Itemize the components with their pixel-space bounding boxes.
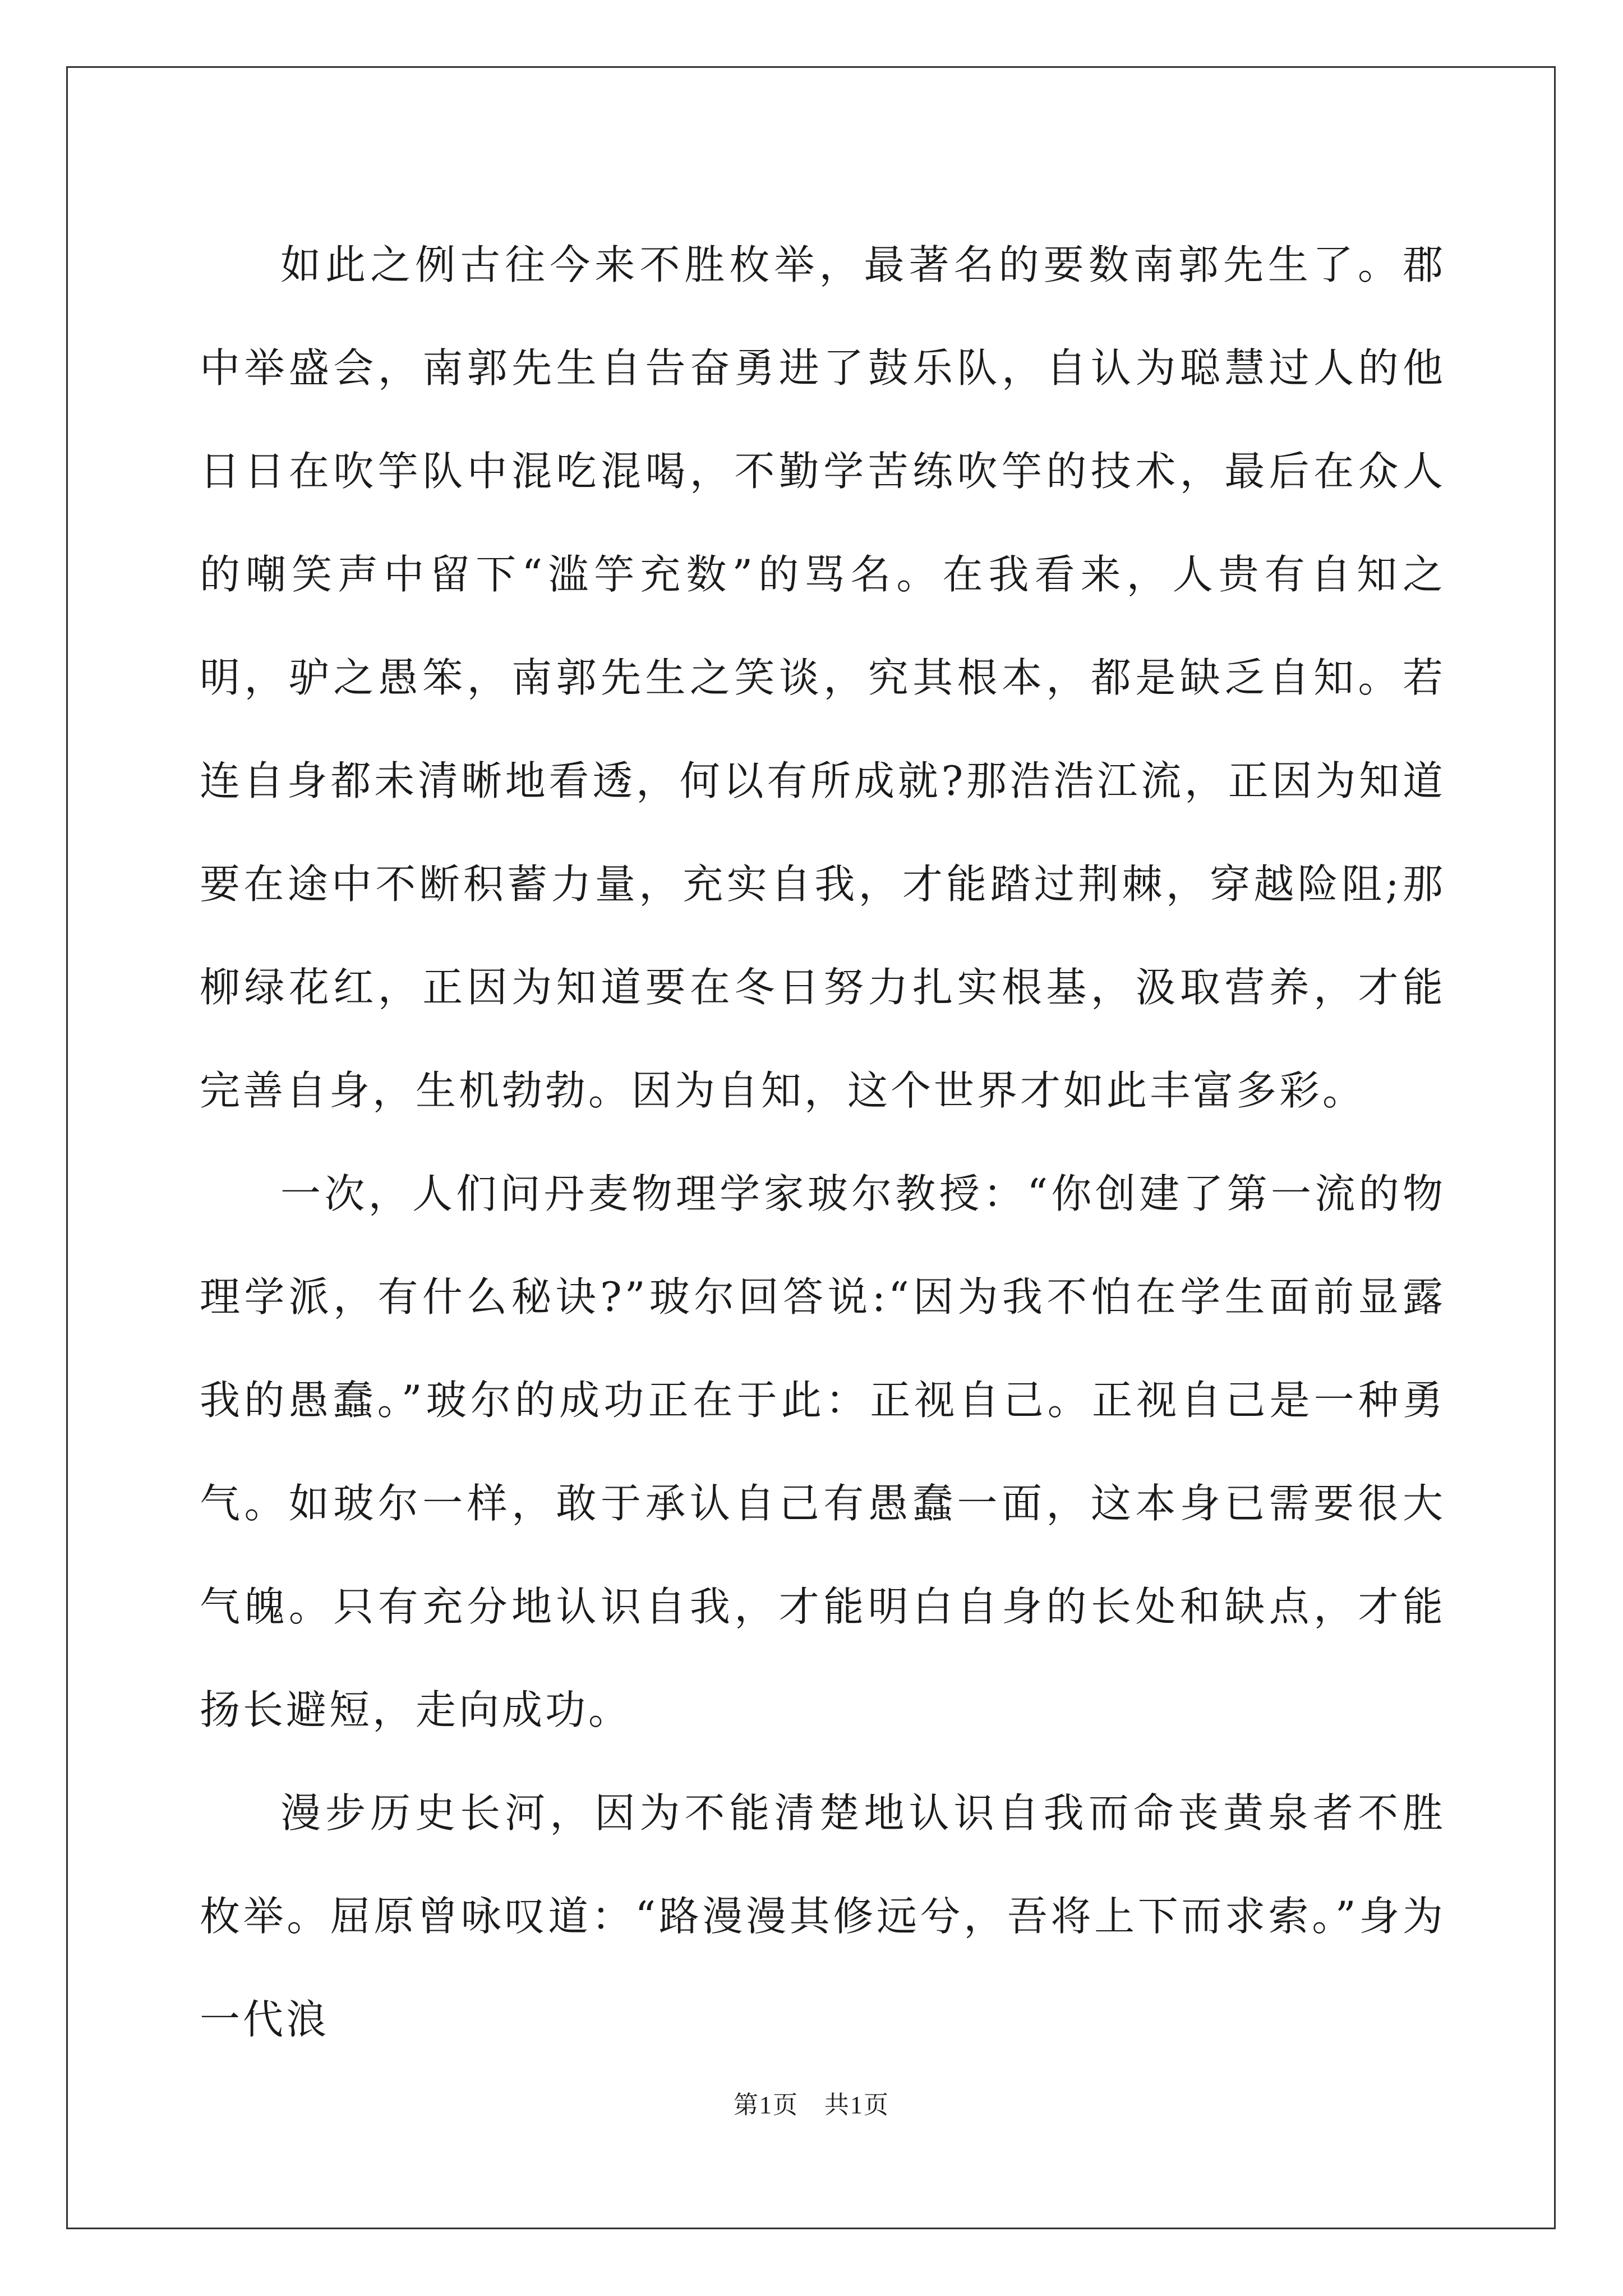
paragraph-3: 漫步历史长河，因为不能清楚地认识自我而命丧黄泉者不胜枚举。屈原曾咏叹道：“路漫漫其修远兮，吾将上下而求索。”身为一代浪 [200,1789,1446,2043]
page-footer [0,2085,1623,2120]
page-number-current: 第1页 [734,2091,799,2119]
document-body [200,213,1446,2071]
paragraph-1: 如此之例古往今来不胜枚举，最著名的要数南郭先生了。郡中举盛会，南郭先生自告奋勇进了鼓乐队，自认为聪慧过人的他日日在吹竽队中混吃混喝，不勤学苦练吹竽的技术，最后在众人的嘲笑声中留下“滥竽充数”的骂名。在我看来，人贵有自知之明，驴之愚笨，南郭先生之笑谈，究其根本，都是缺乏自知。若连自身都未清晰地看透，何以有所成就?那浩浩江流，正因为知道要在途中不断积蓄力量，充实自我，才能踏过荆棘，穿越险阻;那柳绿花红，正因为知道要在冬日努力扎实根基，汲取营养，才能完善自身，生机勃勃。因为自知，这个世界才如此丰富多彩。 [200,241,1446,1114]
page-number-total: 共1页 [824,2091,889,2119]
paragraph-2: 一次，人们问丹麦物理学家玻尔教授：“你创建了第一流的物理学派，有什么秘诀?”玻尔回答说:“因为我不怕在学生面前显露我的愚蠢。”玻尔的成功正在于此：正视自己。正视自己是一种勇气。如玻尔一样，敢于承认自己有愚蠢一面，这本身已需要很大气魄。只有充分地认识自我，才能明白自身的长处和缺点，才能扬长避短，走向成功。 [200,1170,1446,1733]
